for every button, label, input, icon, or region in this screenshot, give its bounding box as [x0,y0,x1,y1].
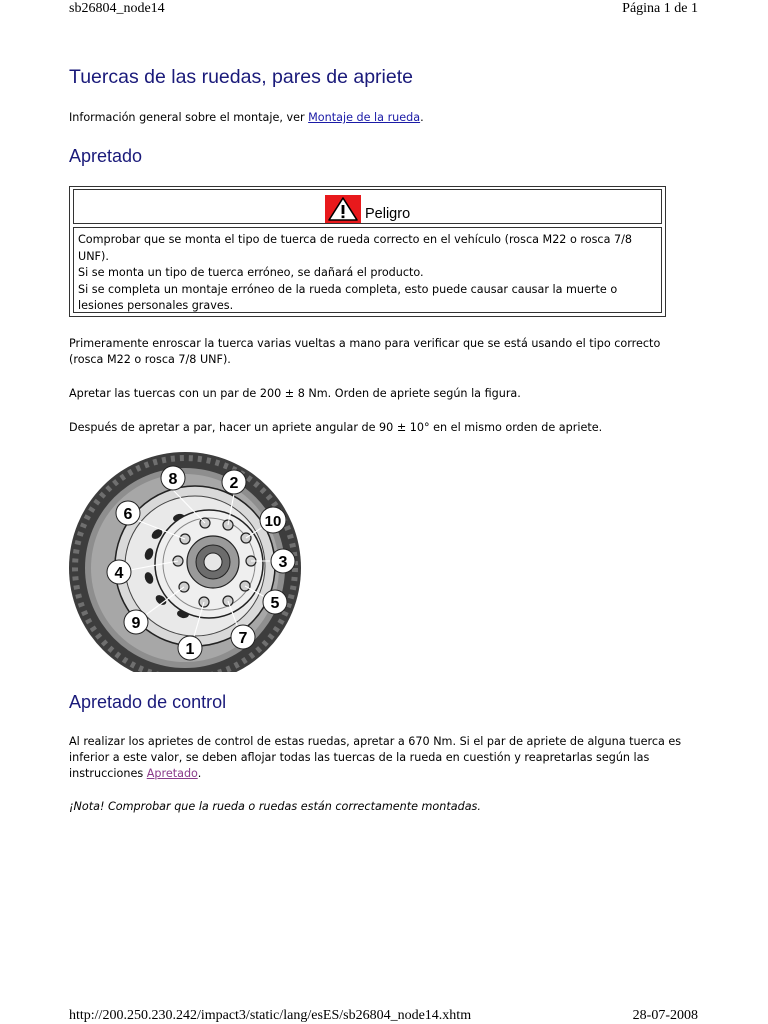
paragraph-line: (rosca M22 o rosca 7/8 UNF). [69,353,231,366]
apretado-link[interactable]: Apretado [146,767,198,780]
paragraph-enroscar [69,336,699,368]
intro-end: . [420,111,424,124]
order-label-7 [231,625,255,649]
warning-line: Si se completa un montaje erróneo de la rueda completa, esto puede causar causar la muerte o [78,282,618,296]
order-label-text: 3 [278,554,288,571]
paragraph-line: instrucciones [69,767,147,780]
page-title: Tuercas de las ruedas, pares de apriete [69,66,413,88]
order-label-8 [161,466,185,490]
order-label-10 [260,507,286,533]
warning-label: Peligro [365,206,411,222]
order-label-3 [271,549,295,573]
wheel-tightening-figure [69,450,301,672]
note-text: ¡Nota! Comprobar que la rueda o ruedas están correctamente montadas. [69,800,481,813]
order-label-5 [263,590,287,614]
order-label-text: 1 [185,641,195,658]
footer-date: 28-07-2008 [632,1008,698,1023]
warning-box [69,186,666,317]
paragraph-line: Al realizar los aprietes de control de estas ruedas, apretar a 670 Nm. Si el par de apriete de alguna tuerca es [69,735,682,748]
warning-body [73,227,662,313]
doc-id-header: sb26804_node14 [69,1,165,16]
warning-line: Si se monta un tipo de tuerca erróneo, se dañará el producto. [78,266,424,279]
footer-url: http://200.250.230.242/impact3/static/lang/esES/sb26804_node14.xhtm [69,1008,472,1023]
section-heading-apretado-control: Apretado de control [69,692,227,712]
page-number-header: Página 1 de 1 [622,1,698,16]
order-label-text: 5 [270,595,280,612]
order-label-2 [222,470,246,494]
order-label-text: 9 [131,615,141,632]
wheel-diagram-svg [69,450,301,672]
order-label-9 [124,610,148,634]
intro-text: Información general sobre el montaje, ver [69,111,309,124]
warning-triangle-icon [325,195,361,223]
center-bore [204,553,222,571]
order-label-text: 8 [168,471,178,488]
paragraph-apriete-angular: Después de apretar a par, hacer un apriete angular de 90 ± 10° en el mismo orden de apriete. [69,421,603,434]
order-label-text: 10 [264,513,282,530]
order-label-6 [116,501,140,525]
paragraph-end: . [197,767,202,780]
paragraph-line: Primeramente enroscar la tuerca varias vueltas a mano para verificar que se está usando el tipo correcto [69,337,661,350]
paragraph-line: inferior a este valor, se deben aflojar todas las tuercas de la rueda en cuestión y reapretarlas según las [69,751,650,764]
order-label-4 [107,560,131,584]
order-label-text: 2 [229,475,239,492]
note-paragraph [69,799,699,815]
section-heading-apretado: Apretado [69,146,143,166]
order-label-1 [178,636,202,660]
warning-header [73,189,662,224]
order-label-text: 6 [123,506,133,523]
warning-line: UNF). [78,249,109,263]
order-label-text: 7 [238,630,248,647]
montaje-rueda-link[interactable]: Montaje de la rueda [308,111,421,124]
intro-paragraph [69,110,699,126]
paragraph-control [69,734,699,782]
paragraph-par-apriete: Apretar las tuercas con un par de 200 ± 8 Nm. Orden de apriete según la figura. [69,387,521,400]
warning-line: lesiones personales graves. [78,299,234,312]
warning-line: Comprobar que se monta el tipo de tuerca de rueda correcto en el vehículo (rosca M22 o rosca 7/8 [78,233,632,246]
order-label-text: 4 [114,565,124,582]
